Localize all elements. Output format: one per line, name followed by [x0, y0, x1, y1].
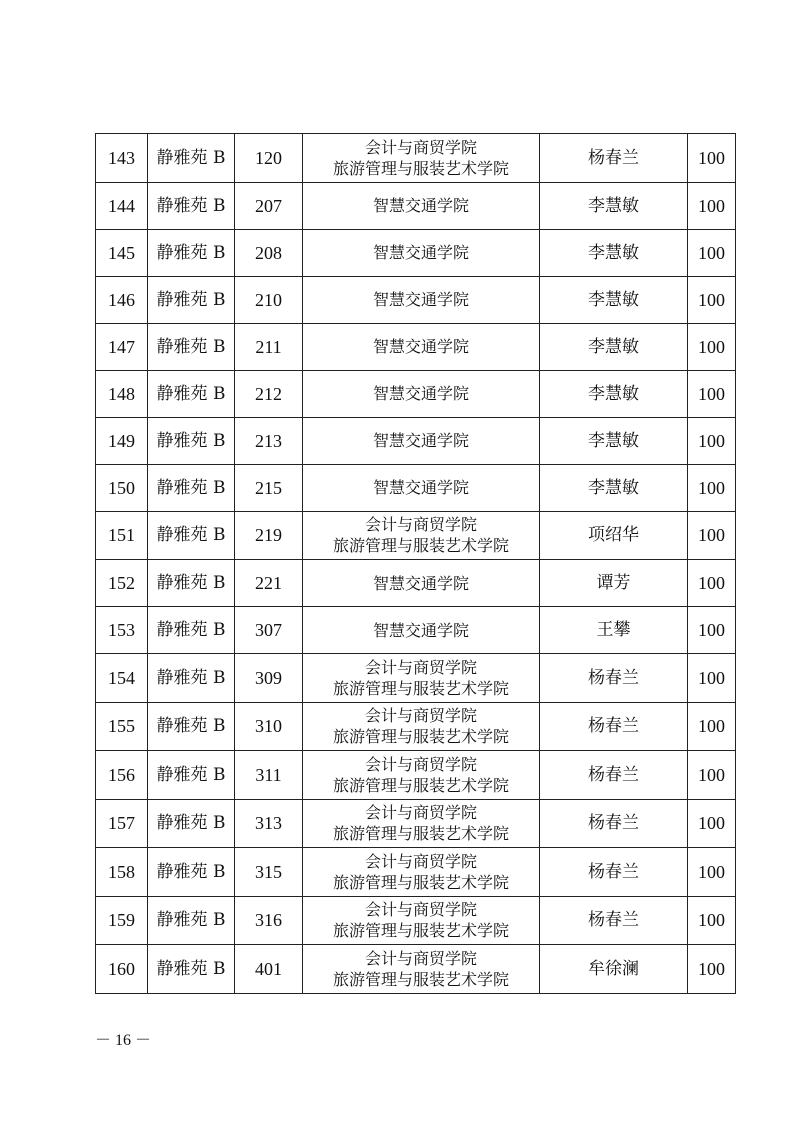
- room-number-cell: 307: [235, 607, 303, 654]
- score-cell: 100: [688, 229, 736, 276]
- college-name: 旅游管理与服装艺术学院: [332, 727, 509, 747]
- score-cell: 100: [688, 799, 736, 848]
- room-number-cell: 207: [235, 182, 303, 229]
- dormitory-score-table: [95, 133, 736, 994]
- building-cell: 静雅苑 B: [148, 945, 235, 994]
- row-number-cell: 146: [96, 276, 148, 323]
- score-cell: 100: [688, 370, 736, 417]
- college-cell: [303, 751, 540, 800]
- row-number-cell: 148: [96, 370, 148, 417]
- room-number-cell: 211: [235, 323, 303, 370]
- table-row: [96, 799, 736, 848]
- manager-cell: 李慧敏: [540, 370, 688, 417]
- college-cell: [303, 799, 540, 848]
- row-number-cell: 144: [96, 182, 148, 229]
- building-cell: 静雅苑 B: [148, 896, 235, 945]
- college-name: 智慧交通学院: [372, 573, 469, 593]
- table-body: [96, 134, 736, 994]
- row-number-cell: 143: [96, 134, 148, 183]
- college-name: 旅游管理与服装艺术学院: [332, 678, 509, 698]
- manager-cell: 李慧敏: [540, 276, 688, 323]
- college-name: 智慧交通学院: [372, 384, 469, 403]
- college-cell: [303, 370, 540, 417]
- manager-cell: 杨春兰: [540, 896, 688, 945]
- room-number-cell: 316: [235, 896, 303, 945]
- college-cell: [303, 276, 540, 323]
- college-name: 智慧交通学院: [372, 620, 469, 640]
- manager-cell: 杨春兰: [540, 848, 688, 897]
- row-number-cell: 149: [96, 417, 148, 464]
- score-cell: 100: [688, 182, 736, 229]
- college-cell: [303, 945, 540, 994]
- building-cell: 静雅苑 B: [148, 511, 235, 560]
- table-row: [96, 370, 736, 417]
- table-row: [96, 945, 736, 994]
- college-name: 会计与商贸学院: [364, 900, 477, 920]
- building-cell: 静雅苑 B: [148, 799, 235, 848]
- score-cell: 100: [688, 417, 736, 464]
- row-number-cell: 160: [96, 945, 148, 994]
- building-cell: 静雅苑 B: [148, 417, 235, 464]
- room-number-cell: 310: [235, 702, 303, 751]
- college-cell: [303, 182, 540, 229]
- row-number-cell: 152: [96, 560, 148, 607]
- room-number-cell: 315: [235, 848, 303, 897]
- college-name: 会计与商贸学院: [364, 515, 477, 535]
- building-cell: 静雅苑 B: [148, 323, 235, 370]
- college-name: 旅游管理与服装艺术学院: [332, 872, 509, 892]
- row-number-cell: 159: [96, 896, 148, 945]
- score-cell: 100: [688, 464, 736, 511]
- building-cell: 静雅苑 B: [148, 848, 235, 897]
- table-row: [96, 464, 736, 511]
- room-number-cell: 215: [235, 464, 303, 511]
- college-cell: [303, 560, 540, 607]
- building-cell: 静雅苑 B: [148, 654, 235, 703]
- college-cell: [303, 896, 540, 945]
- manager-cell: 项绍华: [540, 511, 688, 560]
- college-name: 智慧交通学院: [372, 431, 469, 450]
- college-cell: [303, 654, 540, 703]
- college-name: 旅游管理与服装艺术学院: [332, 824, 509, 844]
- college-cell: [303, 417, 540, 464]
- score-cell: 100: [688, 276, 736, 323]
- table-row: [96, 229, 736, 276]
- table-row: [96, 417, 736, 464]
- score-cell: 100: [688, 945, 736, 994]
- college-name: 旅游管理与服装艺术学院: [332, 921, 509, 941]
- college-cell: [303, 323, 540, 370]
- score-cell: 100: [688, 511, 736, 560]
- room-number-cell: 311: [235, 751, 303, 800]
- score-cell: 100: [688, 323, 736, 370]
- row-number-cell: 155: [96, 702, 148, 751]
- college-cell: [303, 464, 540, 511]
- college-name: 会计与商贸学院: [364, 754, 477, 774]
- room-number-cell: 210: [235, 276, 303, 323]
- row-number-cell: 145: [96, 229, 148, 276]
- building-cell: 静雅苑 B: [148, 182, 235, 229]
- manager-cell: 杨春兰: [540, 654, 688, 703]
- score-cell: 100: [688, 134, 736, 183]
- college-name: 会计与商贸学院: [364, 137, 477, 157]
- manager-cell: 谭芳: [540, 560, 688, 607]
- manager-cell: 李慧敏: [540, 229, 688, 276]
- table-row: [96, 702, 736, 751]
- college-name: 智慧交通学院: [372, 290, 469, 309]
- manager-cell: 王攀: [540, 607, 688, 654]
- room-number-cell: 213: [235, 417, 303, 464]
- college-cell: [303, 848, 540, 897]
- college-cell: [303, 511, 540, 560]
- manager-cell: 杨春兰: [540, 134, 688, 183]
- college-name: 旅游管理与服装艺术学院: [332, 536, 509, 556]
- page-number: － 16 －: [95, 1032, 152, 1049]
- room-number-cell: 212: [235, 370, 303, 417]
- college-name: 会计与商贸学院: [364, 803, 477, 823]
- building-cell: 静雅苑 B: [148, 229, 235, 276]
- score-cell: 100: [688, 607, 736, 654]
- college-cell: [303, 229, 540, 276]
- room-number-cell: 221: [235, 560, 303, 607]
- table-row: [96, 607, 736, 654]
- row-number-cell: 158: [96, 848, 148, 897]
- manager-cell: 牟徐澜: [540, 945, 688, 994]
- table-row: [96, 654, 736, 703]
- college-name: 智慧交通学院: [372, 337, 469, 356]
- table-row: [96, 182, 736, 229]
- row-number-cell: 156: [96, 751, 148, 800]
- building-cell: 静雅苑 B: [148, 702, 235, 751]
- score-cell: 100: [688, 654, 736, 703]
- college-cell: [303, 607, 540, 654]
- table-row: [96, 560, 736, 607]
- manager-cell: 杨春兰: [540, 799, 688, 848]
- table-row: [96, 323, 736, 370]
- manager-cell: 李慧敏: [540, 464, 688, 511]
- table-row: [96, 848, 736, 897]
- college-name: 智慧交通学院: [372, 243, 469, 262]
- room-number-cell: 313: [235, 799, 303, 848]
- row-number-cell: 147: [96, 323, 148, 370]
- row-number-cell: 157: [96, 799, 148, 848]
- table-row: [96, 134, 736, 183]
- table-row: [96, 276, 736, 323]
- table-row: [96, 751, 736, 800]
- college-name: 会计与商贸学院: [364, 657, 477, 677]
- college-name: 智慧交通学院: [372, 478, 469, 497]
- row-number-cell: 154: [96, 654, 148, 703]
- room-number-cell: 309: [235, 654, 303, 703]
- manager-cell: 李慧敏: [540, 182, 688, 229]
- college-name: 旅游管理与服装艺术学院: [332, 969, 509, 989]
- building-cell: 静雅苑 B: [148, 560, 235, 607]
- college-name: 智慧交通学院: [372, 196, 469, 215]
- college-name: 旅游管理与服装艺术学院: [332, 775, 509, 795]
- college-name: 会计与商贸学院: [364, 706, 477, 726]
- building-cell: 静雅苑 B: [148, 134, 235, 183]
- score-cell: 100: [688, 751, 736, 800]
- building-cell: 静雅苑 B: [148, 370, 235, 417]
- manager-cell: 杨春兰: [540, 702, 688, 751]
- score-cell: 100: [688, 702, 736, 751]
- room-number-cell: 401: [235, 945, 303, 994]
- college-cell: [303, 702, 540, 751]
- college-cell: [303, 134, 540, 183]
- manager-cell: 李慧敏: [540, 323, 688, 370]
- row-number-cell: 151: [96, 511, 148, 560]
- building-cell: 静雅苑 B: [148, 276, 235, 323]
- score-cell: 100: [688, 848, 736, 897]
- score-cell: 100: [688, 560, 736, 607]
- row-number-cell: 153: [96, 607, 148, 654]
- college-name: 会计与商贸学院: [364, 851, 477, 871]
- room-number-cell: 120: [235, 134, 303, 183]
- row-number-cell: 150: [96, 464, 148, 511]
- score-cell: 100: [688, 896, 736, 945]
- building-cell: 静雅苑 B: [148, 464, 235, 511]
- table-row: [96, 896, 736, 945]
- room-number-cell: 219: [235, 511, 303, 560]
- manager-cell: 李慧敏: [540, 417, 688, 464]
- college-name: 会计与商贸学院: [364, 948, 477, 968]
- manager-cell: 杨春兰: [540, 751, 688, 800]
- building-cell: 静雅苑 B: [148, 751, 235, 800]
- building-cell: 静雅苑 B: [148, 607, 235, 654]
- college-name: 旅游管理与服装艺术学院: [332, 158, 509, 178]
- room-number-cell: 208: [235, 229, 303, 276]
- table-row: [96, 511, 736, 560]
